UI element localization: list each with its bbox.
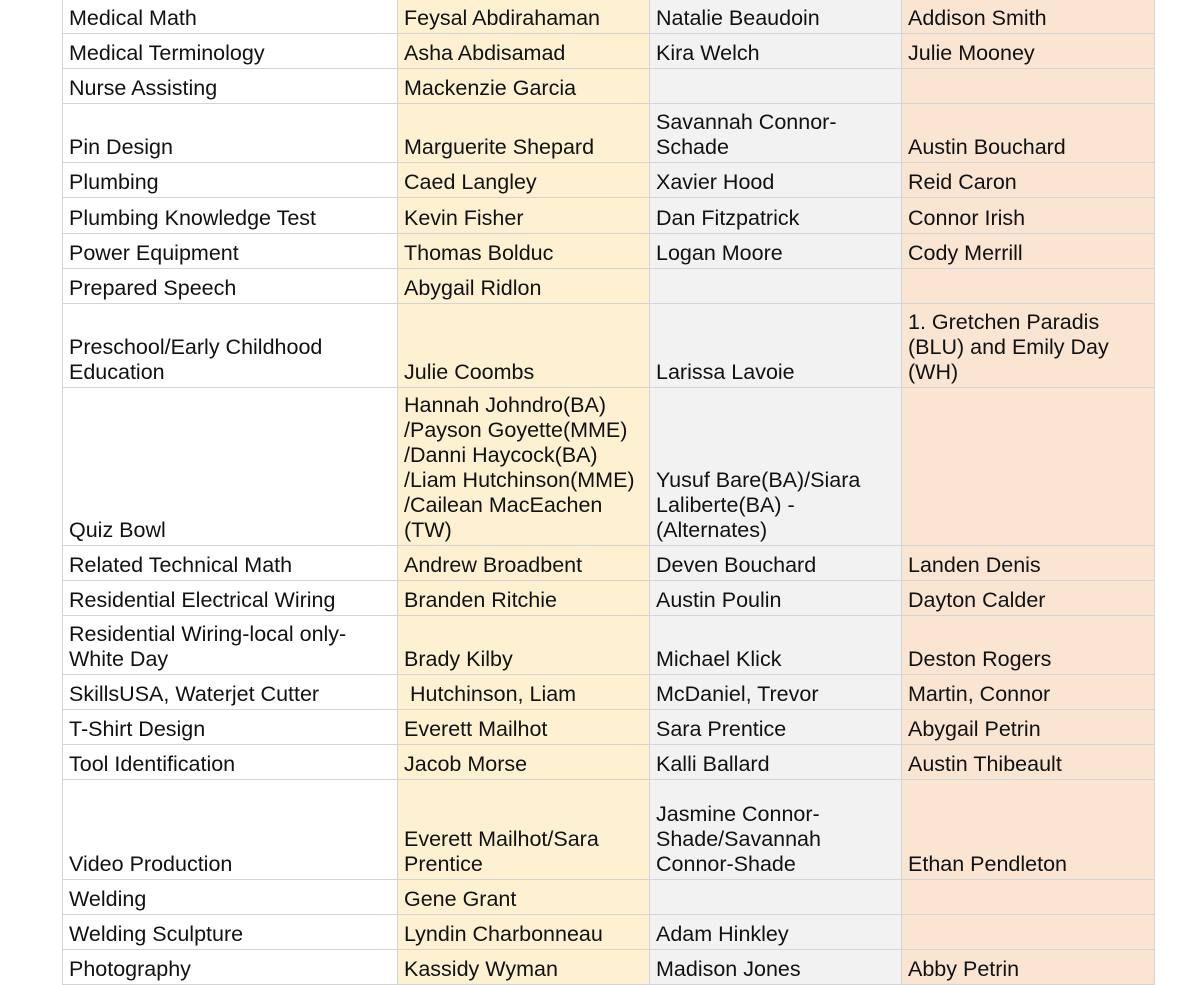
third-place-cell[interactable] — [902, 675, 1155, 710]
first-place-cell[interactable] — [398, 163, 650, 198]
event-name-cell[interactable] — [63, 616, 398, 675]
table-row — [63, 546, 1155, 581]
first-place-cell[interactable] — [398, 950, 650, 985]
third-place-cell[interactable] — [902, 269, 1155, 304]
event-name-cell[interactable] — [63, 104, 398, 163]
cell-text-line: Logan Moore — [656, 241, 783, 265]
third-place-cell[interactable] — [902, 780, 1155, 880]
cell-text-line: McDaniel, Trevor — [656, 682, 819, 706]
cell-text-line: Lyndin Charbonneau — [404, 922, 603, 946]
second-place-cell[interactable] — [650, 34, 902, 69]
second-place-cell[interactable] — [650, 388, 902, 546]
second-place-cell[interactable] — [650, 104, 902, 163]
third-place-cell[interactable] — [902, 950, 1155, 985]
event-name-cell[interactable] — [63, 950, 398, 985]
cell-text-line: Kira Welch — [656, 41, 760, 65]
second-place-cell[interactable] — [650, 546, 902, 581]
cell-text-line: Kevin Fisher — [404, 206, 524, 230]
cell-text-line: Feysal Abdirahaman — [404, 6, 600, 30]
event-name-cell[interactable] — [63, 675, 398, 710]
cell-text-line: Asha Abdisamad — [404, 41, 566, 65]
first-place-cell[interactable] — [398, 388, 650, 546]
cell-text-line: Branden Ritchie — [404, 588, 557, 612]
cell-text-line: SkillsUSA, Waterjet Cutter — [69, 682, 320, 706]
second-place-cell[interactable] — [650, 780, 902, 880]
first-place-cell[interactable] — [398, 675, 650, 710]
results-spreadsheet — [62, 0, 1155, 985]
cell-text-line: Schade — [656, 135, 729, 159]
second-place-cell[interactable] — [650, 915, 902, 950]
cell-text-line: (WH) — [908, 360, 959, 384]
cell-text-line: Gene Grant — [404, 887, 517, 911]
event-name-cell[interactable] — [63, 0, 398, 34]
first-place-cell[interactable] — [398, 780, 650, 880]
cell-text-line: Kassidy Wyman — [404, 957, 558, 981]
cell-text-line: Preschool/Early Childhood — [69, 335, 323, 359]
cell-text-line: Reid Caron — [908, 170, 1017, 194]
third-place-cell[interactable] — [902, 163, 1155, 198]
cell-text-line: Residential Wiring-local only- — [69, 622, 347, 646]
results-table-body — [63, 0, 1155, 985]
cell-text-line: Deston Rogers — [908, 647, 1052, 671]
cell-text-line: Dayton Calder — [908, 588, 1046, 612]
cell-text-line: Savannah Connor- — [656, 110, 837, 134]
third-place-cell[interactable] — [902, 915, 1155, 950]
cell-text-line: Kalli Ballard — [656, 752, 770, 776]
cell-text-line: Hannah Johndro(BA) — [404, 393, 606, 417]
cell-text-line: Laliberte(BA) - — [656, 493, 795, 517]
first-place-cell[interactable] — [398, 880, 650, 915]
event-name-cell[interactable] — [63, 546, 398, 581]
cell-text-line: Abygail Petrin — [908, 717, 1041, 741]
first-place-cell[interactable] — [398, 234, 650, 269]
cell-text-line: Andrew Broadbent — [404, 553, 583, 577]
event-name-cell[interactable] — [63, 269, 398, 304]
cell-text-line: Nurse Assisting — [69, 76, 218, 100]
cell-text-line: Plumbing Knowledge Test — [69, 206, 317, 230]
cell-text-line: Power Equipment — [69, 241, 239, 265]
second-place-cell[interactable] — [650, 69, 902, 104]
second-place-cell[interactable] — [650, 234, 902, 269]
first-place-cell[interactable] — [398, 304, 650, 388]
cell-text-line: Jacob Morse — [404, 752, 528, 776]
cell-text-line: Dan Fitzpatrick — [656, 206, 800, 230]
cell-text-line: Julie Mooney — [908, 41, 1035, 65]
cell-text-line: Everett Mailhot/Sara — [404, 827, 599, 851]
first-place-cell[interactable] — [398, 581, 650, 616]
table-row — [63, 388, 1155, 546]
table-row — [63, 780, 1155, 880]
second-place-cell[interactable] — [650, 745, 902, 780]
cell-text-line: Related Technical Math — [69, 553, 293, 577]
second-place-cell[interactable] — [650, 304, 902, 388]
table-row — [63, 104, 1155, 163]
first-place-cell[interactable] — [398, 915, 650, 950]
cell-text-line: Landen Denis — [908, 553, 1041, 577]
event-name-cell[interactable] — [63, 388, 398, 546]
table-row — [63, 198, 1155, 234]
third-place-cell[interactable] — [902, 0, 1155, 34]
cell-text-line: Plumbing — [69, 170, 159, 194]
third-place-cell[interactable] — [902, 104, 1155, 163]
event-name-cell[interactable] — [63, 915, 398, 950]
third-place-cell[interactable] — [902, 616, 1155, 675]
cell-text-line: Tool Identification — [69, 752, 236, 776]
table-row — [63, 234, 1155, 269]
first-place-cell[interactable] — [398, 710, 650, 745]
cell-text-line: (BLU) and Emily Day — [908, 335, 1109, 359]
third-place-cell[interactable] — [902, 198, 1155, 234]
third-place-cell[interactable] — [902, 546, 1155, 581]
third-place-cell[interactable] — [902, 69, 1155, 104]
cell-text-line: Deven Bouchard — [656, 553, 817, 577]
cell-text-line: Yusuf Bare(BA)/Siara — [656, 468, 861, 492]
third-place-cell[interactable] — [902, 745, 1155, 780]
cell-text-line: Austin Bouchard — [908, 135, 1066, 159]
cell-text-line: Larissa Lavoie — [656, 360, 795, 384]
event-name-cell[interactable] — [63, 780, 398, 880]
cell-text-line: Marguerite Shepard — [404, 135, 595, 159]
cell-text-line: Jasmine Connor- — [656, 802, 820, 826]
second-place-cell[interactable] — [650, 675, 902, 710]
cell-text-line: Madison Jones — [656, 957, 801, 981]
second-place-cell[interactable] — [650, 616, 902, 675]
cell-text-line: Medical Terminology — [69, 41, 265, 65]
event-name-cell[interactable] — [63, 234, 398, 269]
first-place-cell[interactable] — [398, 745, 650, 780]
table-row — [63, 616, 1155, 675]
cell-text-line: Ethan Pendleton — [908, 852, 1067, 876]
cell-text-line: Education — [69, 360, 165, 384]
table-row — [63, 745, 1155, 780]
cell-text-line: Prepared Speech — [69, 276, 237, 300]
cell-text-line: Natalie Beaudoin — [656, 6, 820, 30]
table-row — [63, 581, 1155, 616]
cell-text-line: (Alternates) — [656, 518, 768, 542]
cell-text-line: /Danni Haycock(BA) — [404, 443, 598, 467]
event-name-cell[interactable] — [63, 69, 398, 104]
cell-text-line: Thomas Bolduc — [404, 241, 554, 265]
table-row — [63, 0, 1155, 34]
cell-text-line: Adam Hinkley — [656, 922, 789, 946]
cell-text-line: Austin Poulin — [656, 588, 782, 612]
table-row — [63, 710, 1155, 745]
event-name-cell[interactable] — [63, 745, 398, 780]
cell-text-line: Abby Petrin — [908, 957, 1020, 981]
event-name-cell[interactable] — [63, 198, 398, 234]
cell-text-line: /Cailean MacEachen — [404, 493, 603, 517]
cell-text-line: Sara Prentice — [656, 717, 787, 741]
cell-text-line: /Liam Hutchinson(MME) — [404, 468, 635, 492]
first-place-cell[interactable] — [398, 34, 650, 69]
event-name-cell[interactable] — [63, 581, 398, 616]
cell-text-line: Austin Thibeault — [908, 752, 1062, 776]
first-place-cell[interactable] — [398, 198, 650, 234]
cell-text-line: (TW) — [404, 518, 452, 542]
second-place-cell[interactable] — [650, 950, 902, 985]
second-place-cell[interactable] — [650, 269, 902, 304]
first-place-cell[interactable] — [398, 69, 650, 104]
event-name-cell[interactable] — [63, 163, 398, 198]
cell-text-line: Martin, Connor — [908, 682, 1051, 706]
cell-text-line: 1. Gretchen Paradis — [908, 310, 1100, 334]
table-row — [63, 163, 1155, 198]
table-row — [63, 915, 1155, 950]
cell-text-line: Connor Irish — [908, 206, 1026, 230]
third-place-cell[interactable] — [902, 304, 1155, 388]
cell-text-line: Brady Kilby — [404, 647, 513, 671]
event-name-cell[interactable] — [63, 880, 398, 915]
third-place-cell[interactable] — [902, 710, 1155, 745]
cell-text-line: Xavier Hood — [656, 170, 775, 194]
cell-text-line: Prentice — [404, 852, 483, 876]
cell-text-line: Michael Klick — [656, 647, 782, 671]
table-row — [63, 69, 1155, 104]
cell-text-line: Residential Electrical Wiring — [69, 588, 336, 612]
third-place-cell[interactable] — [902, 34, 1155, 69]
event-name-cell[interactable] — [63, 304, 398, 388]
table-row — [63, 950, 1155, 985]
second-place-cell[interactable] — [650, 880, 902, 915]
cell-text-line: Abygail Ridlon — [404, 276, 542, 300]
cell-text-line: Mackenzie Garcia — [404, 76, 577, 100]
cell-text-line: Medical Math — [69, 6, 197, 30]
second-place-cell[interactable] — [650, 710, 902, 745]
first-place-cell[interactable] — [398, 269, 650, 304]
table-row — [63, 34, 1155, 69]
third-place-cell[interactable] — [902, 581, 1155, 616]
table-row — [63, 304, 1155, 388]
cell-text-line: Video Production — [69, 852, 233, 876]
cell-text-line: Cody Merrill — [908, 241, 1023, 265]
second-place-cell[interactable] — [650, 163, 902, 198]
third-place-cell[interactable] — [902, 234, 1155, 269]
second-place-cell[interactable] — [650, 581, 902, 616]
cell-text-line: Pin Design — [69, 135, 173, 159]
table-row — [63, 675, 1155, 710]
third-place-cell[interactable] — [902, 388, 1155, 546]
second-place-cell[interactable] — [650, 198, 902, 234]
first-place-cell[interactable] — [398, 104, 650, 163]
cell-text-line: Connor-Shade — [656, 852, 796, 876]
first-place-cell[interactable] — [398, 546, 650, 581]
cell-text-line: Hutchinson, Liam — [404, 682, 577, 706]
cell-text-line: Welding — [69, 887, 147, 911]
first-place-cell[interactable] — [398, 0, 650, 34]
event-name-cell[interactable] — [63, 34, 398, 69]
cell-text-line: Addison Smith — [908, 6, 1047, 30]
cell-text-line: Caed Langley — [404, 170, 537, 194]
cell-text-line: Welding Sculpture — [69, 922, 244, 946]
cell-text-line: Photography — [69, 957, 191, 981]
cell-text-line: White Day — [69, 647, 169, 671]
cell-text-line: Quiz Bowl — [69, 518, 166, 542]
first-place-cell[interactable] — [398, 616, 650, 675]
third-place-cell[interactable] — [902, 880, 1155, 915]
second-place-cell[interactable] — [650, 0, 902, 34]
cell-text-line: T-Shirt Design — [69, 717, 206, 741]
cell-text-line: Julie Coombs — [404, 360, 535, 384]
cell-text-line: Everett Mailhot — [404, 717, 548, 741]
event-name-cell[interactable] — [63, 710, 398, 745]
table-row — [63, 880, 1155, 915]
table-row — [63, 269, 1155, 304]
cell-text-line: Shade/Savannah — [656, 827, 821, 851]
cell-text-line: /Payson Goyette(MME) — [404, 418, 628, 442]
